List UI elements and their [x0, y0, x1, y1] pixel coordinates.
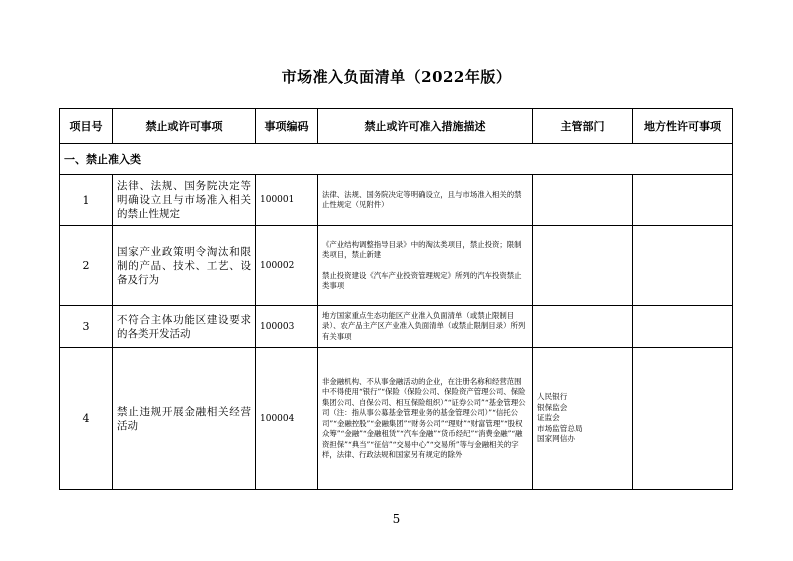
page-title: 市场准入负面清单（2022年版）: [281, 68, 512, 86]
negative-list-table: [59, 108, 733, 490]
row-code: 100002: [256, 226, 318, 306]
row-number: 4: [60, 348, 113, 490]
header-local-permit: 地方性许可事项: [633, 109, 733, 144]
row-number: 2: [60, 226, 113, 306]
description-paragraph: 非金融机构、不从事金融活动的企业，在注册名称和经营范围中不得使用“银行”“保险（保险公司、保险资产管理公司、保险集团公司、自保公司、相互保险组织）”“证券公司”“基金管理公司（注：指从事公募基金管理业务的基金管理公司）”“信托公司”“金融控股”“金融集团”“财务公司”“理财”“财富管理”“股权众筹”“金融”“金融租赁”“汽车金融”“货币经纪”“消费金融”“融资担保”“典当”“征信”“交易中心”“交易所”等与金融相关的字样，法律、行政法规和国家另有规定的除外: [322, 376, 526, 459]
row-local-permit: [633, 226, 733, 306]
description-gap: [322, 261, 528, 271]
description-paragraph: 地方国家重点生态功能区产业准入负面清单（或禁止限制目录）、农产品主产区产业准入负面清单（或禁止限制目录）所列有关事项: [322, 310, 526, 341]
row-department: [533, 175, 633, 226]
row-local-permit: [633, 175, 733, 226]
row-department: [533, 306, 633, 348]
row-number: 1: [60, 175, 113, 226]
table-row: [60, 175, 733, 226]
table-header-row: [60, 109, 733, 144]
description-paragraph: 禁止投资建设《汽车产业投资管理规定》所列的汽车投资禁止类事项: [322, 270, 522, 290]
header-item: 禁止或许可事项: [113, 109, 256, 144]
row-item: 禁止违规开展金融相关经营活动: [113, 348, 256, 490]
section-row: [60, 144, 733, 175]
row-code: 100003: [256, 306, 318, 348]
row-item: 国家产业政策明令淘汰和限制的产品、技术、工艺、设备及行为: [113, 226, 256, 306]
row-department: [533, 348, 633, 490]
department-name: 市场监管总局: [537, 423, 583, 433]
row-department: [533, 226, 633, 306]
description-paragraph: 《产业结构调整指导目录》中的淘汰类项目，禁止投资；限制类项目，禁止新建: [322, 239, 522, 259]
department-name: 银保监会: [537, 402, 568, 412]
header-description: 禁止或许可准入措施描述: [318, 109, 533, 144]
table-row: [60, 306, 733, 348]
header-item-number: 项目号: [60, 109, 113, 144]
department-name: 证监会: [537, 413, 560, 423]
row-item: 法律、法规、国务院决定等明确设立且与市场准入相关的禁止性规定: [113, 175, 256, 226]
header-department: 主管部门: [533, 109, 633, 144]
row-number: 3: [60, 306, 113, 348]
header-code: 事项编码: [256, 109, 318, 144]
row-item: 不符合主体功能区建设要求的各类开发活动: [113, 306, 256, 348]
row-description: [318, 348, 533, 490]
row-local-permit: [633, 306, 733, 348]
description-paragraph: 法律、法规、国务院决定等明确设立，且与市场准入相关的禁止性规定（见附件）: [322, 189, 522, 209]
row-code: 100001: [256, 175, 318, 226]
row-description: [318, 306, 533, 348]
table-row: [60, 226, 733, 306]
department-name: 国家网信办: [537, 434, 575, 444]
page-number: 5: [392, 512, 401, 526]
row-code: 100004: [256, 348, 318, 490]
row-description: [318, 175, 533, 226]
section-title: 一、禁止准入类: [60, 144, 733, 175]
table-row: [60, 348, 733, 490]
row-description: [318, 226, 533, 306]
row-local-permit: [633, 348, 733, 490]
department-name: 人民银行: [537, 392, 568, 402]
